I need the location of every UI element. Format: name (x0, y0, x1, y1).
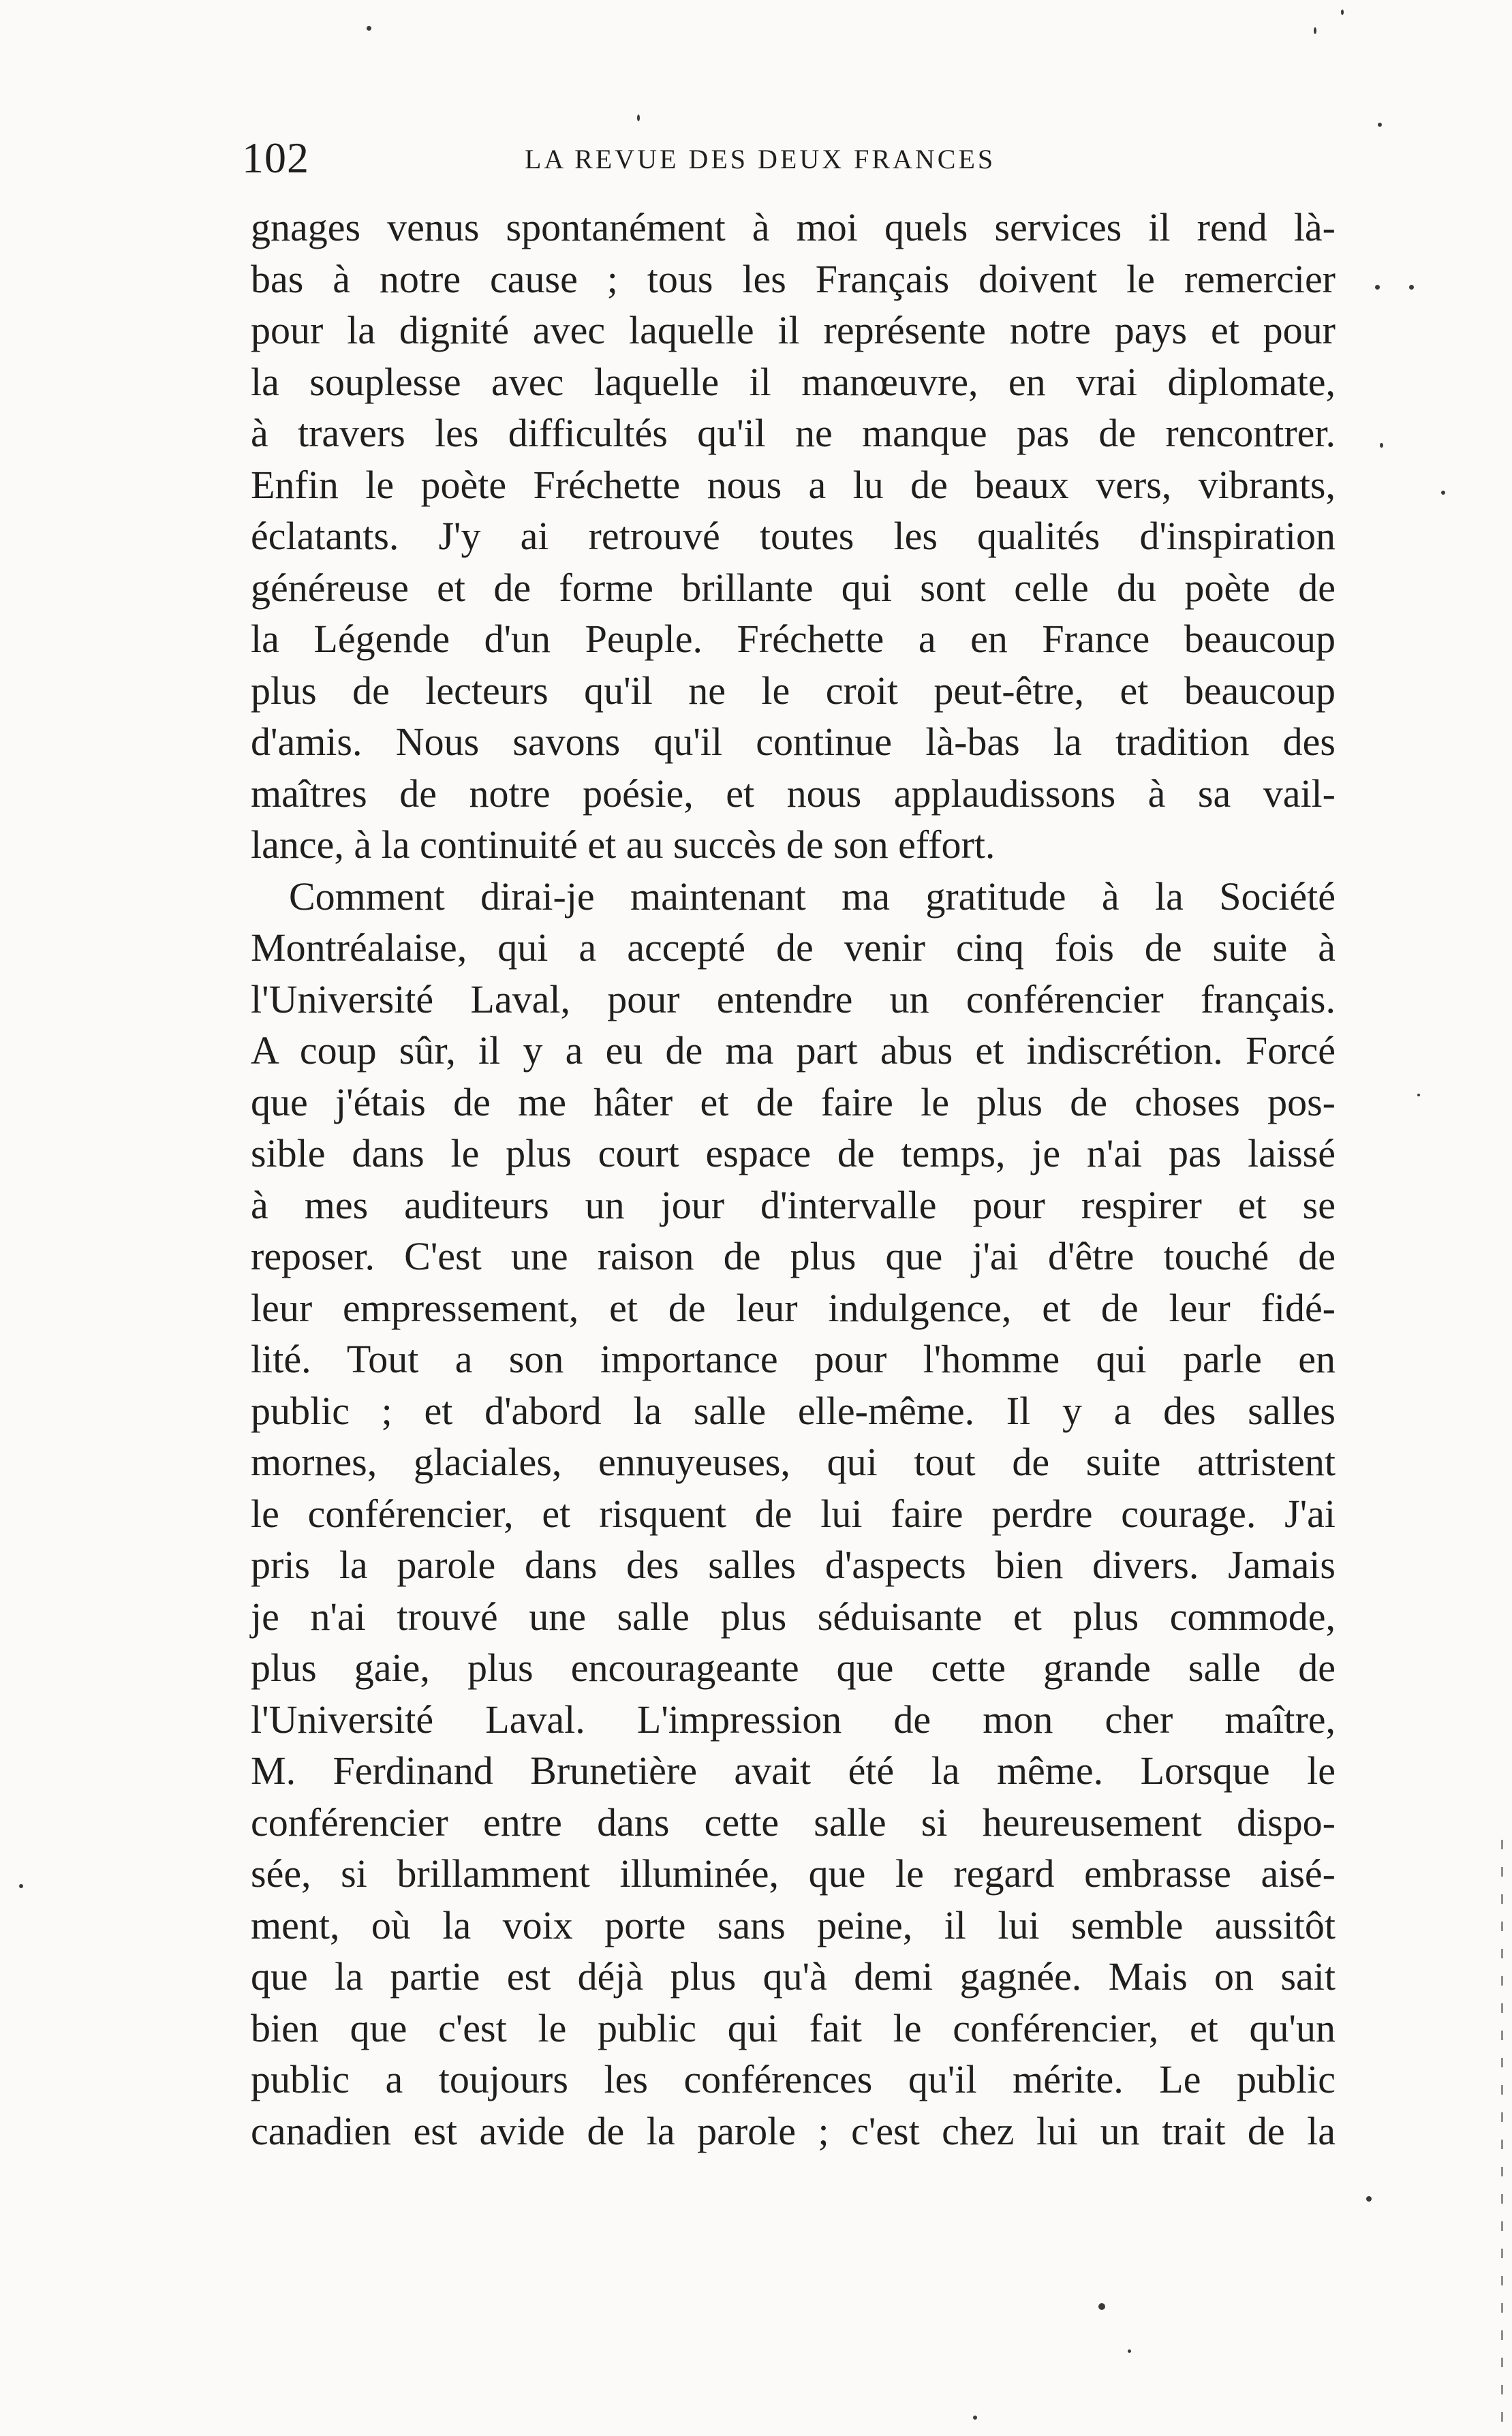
text-line: public ; et d'abord la salle elle-même. Il y a des salles (251, 1388, 1336, 1433)
paragraph (251, 202, 1336, 871)
scan-speck (1441, 491, 1445, 495)
body-text (251, 202, 1336, 2157)
text-line: plus gaie, plus encourageante que cette grande salle de (251, 1646, 1336, 1690)
scan-speck (19, 1884, 23, 1888)
scan-speck (973, 2416, 977, 2420)
text-line: généreuse et de forme brillante qui sont celle du poète de (251, 565, 1336, 610)
scan-speck (1098, 2303, 1105, 2310)
text-line: d'amis. Nous savons qu'il continue là-bas la tradition des (251, 720, 1336, 764)
text-line: Montréalaise, qui a accepté de venir cinq fois de suite à (251, 925, 1336, 970)
scan-speck (1128, 2349, 1131, 2353)
scan-speck (1366, 2196, 1372, 2202)
scan-speck (1314, 27, 1316, 34)
text-line: gnages venus spontanément à moi quels services il rend là- (251, 205, 1336, 249)
scan-speck (1378, 123, 1382, 127)
scan-speck (1375, 285, 1380, 290)
scan-speck (1409, 285, 1414, 290)
scan-speck (1341, 10, 1344, 15)
scan-speck (637, 114, 640, 121)
text-line: canadien est avide de la parole ; c'est chez lui un trait de la (251, 2108, 1336, 2153)
scan-edge-artifact (1501, 1840, 1503, 2436)
text-line: l'Université Laval, pour entendre un conférencier français. (251, 976, 1336, 1021)
paragraph (251, 871, 1336, 2157)
scan-speck (367, 26, 371, 31)
text-line: sée, si brillamment illuminée, que le regard embrasse aisé- (251, 1851, 1336, 1896)
text-line: leur empressement, et de leur indulgence, et de leur fidé- (251, 1285, 1336, 1330)
text-line: Enfin le poète Fréchette nous a lu de beaux vers, vibrants, (251, 462, 1336, 507)
text-line: maîtres de notre poésie, et nous applaudissons à sa vail- (251, 771, 1336, 816)
text-line: bas à notre cause ; tous les Français doivent le remercier (251, 256, 1336, 301)
running-head: LA REVUE DES DEUX FRANCES (525, 144, 996, 174)
text-line: à mes auditeurs un jour d'intervalle pour respirer et se (251, 1182, 1336, 1227)
text-line: le conférencier, et risquent de lui faire perdre courage. J'ai (251, 1491, 1336, 1536)
text-line: l'Université Laval. L'impression de mon cher maître, (251, 1697, 1336, 1742)
text-line: que la partie est déjà plus qu'à demi gagnée. Mais on sait (251, 1954, 1336, 1999)
text-line: pour la dignité avec laquelle il représente notre pays et pour (251, 308, 1336, 352)
scan-speck (1380, 443, 1383, 448)
text-line: plus de lecteurs qu'il ne le croit peut-être, et beaucoup (251, 668, 1336, 713)
text-line: à travers les difficultés qu'il ne manque pas de rencontrer. (251, 411, 1336, 455)
text-line: lité. Tout a son importance pour l'homme qui parle en (251, 1337, 1336, 1381)
text-line: que j'étais de me hâter et de faire le plus de choses pos- (251, 1079, 1336, 1124)
text-line: bien que c'est le public qui fait le conférencier, et qu'un (251, 2005, 1336, 2050)
text-line: je n'ai trouvé une salle plus séduisante et plus commode, (251, 1594, 1336, 1639)
text-line: conférencier entre dans cette salle si heureusement dispo- (251, 1800, 1336, 1845)
text-line: M. Ferdinand Brunetière avait été la même. Lorsque le (251, 1748, 1336, 1793)
text-line: mornes, glaciales, ennuyeuses, qui tout de suite attristent (251, 1440, 1336, 1484)
text-line: sible dans le plus court espace de temps, je n'ai pas laissé (251, 1131, 1336, 1175)
text-line: ment, où la voix porte sans peine, il lui semble aussitôt (251, 1902, 1336, 1947)
text-line: A coup sûr, il y a eu de ma part abus et indiscrétion. Forcé (251, 1028, 1336, 1073)
page-number: 102 (242, 134, 309, 182)
text-line: public a toujours les conférences qu'il mérite. Le public (251, 2057, 1336, 2101)
text-line: reposer. C'est une raison de plus que j'ai d'être touché de (251, 1234, 1336, 1278)
text-line: Comment dirai-je maintenant ma gratitude à la Société (289, 874, 1336, 919)
text-line: éclatants. J'y ai retrouvé toutes les qualités d'inspiration (251, 514, 1336, 558)
text-line: la Légende d'un Peuple. Fréchette a en France beaucoup (251, 617, 1336, 661)
text-line: pris la parole dans des salles d'aspects bien divers. Jamais (251, 1543, 1336, 1587)
scan-speck (1417, 1094, 1420, 1096)
text-line: lance, à la continuité et au succès de son effort. (251, 822, 996, 867)
text-line: la souplesse avec laquelle il manœuvre, en vrai diplomate, (251, 359, 1336, 404)
